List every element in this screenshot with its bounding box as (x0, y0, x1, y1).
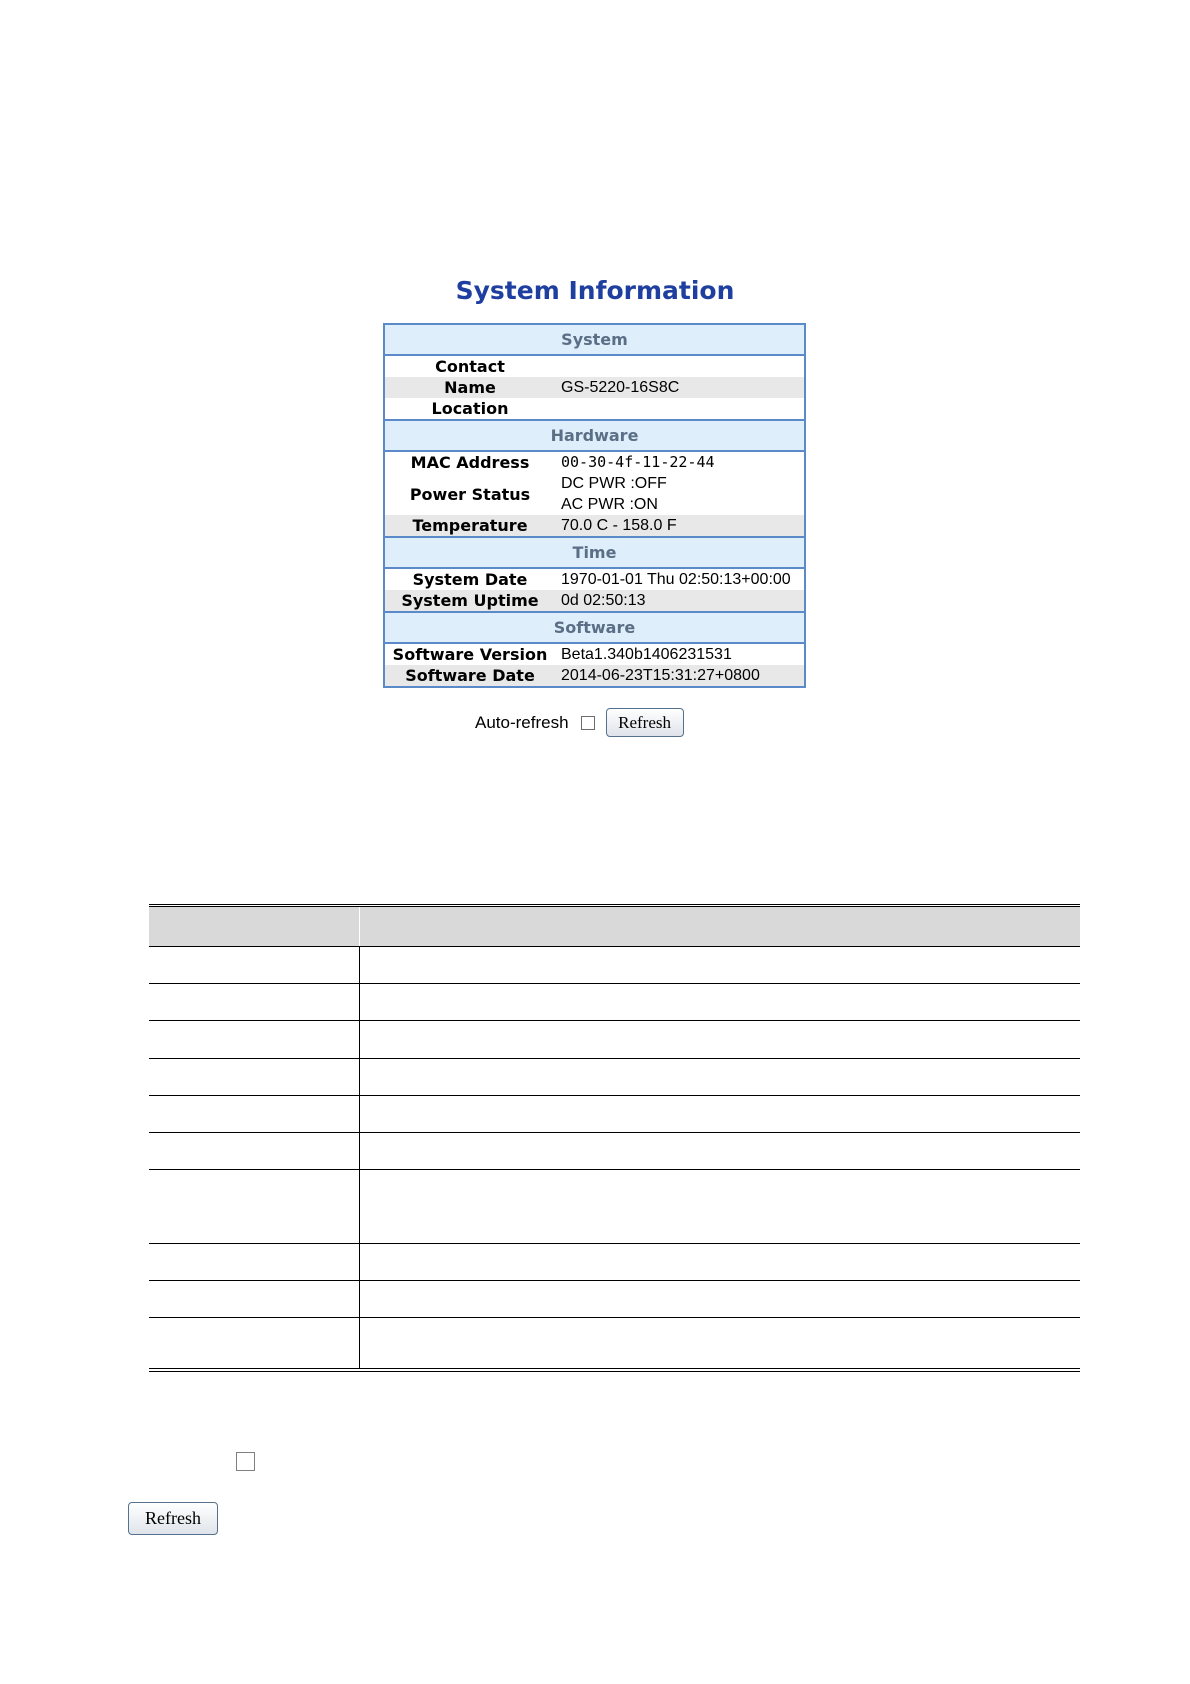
row-name (384, 377, 805, 398)
description-table (149, 904, 1080, 1372)
table-cell (360, 1133, 1080, 1169)
power-dc-value: DC PWR :OFF (561, 475, 667, 492)
row-location (384, 398, 805, 420)
table-cell (360, 1096, 1080, 1132)
table-row (149, 1021, 1080, 1059)
table-cell (149, 1096, 360, 1132)
location-label: Location (431, 399, 509, 418)
system-date-label: System Date (412, 570, 528, 589)
section-header-system (384, 324, 805, 355)
auto-refresh-checkbox-example[interactable] (236, 1452, 255, 1471)
table-cell (360, 1281, 1080, 1317)
row-software-date (384, 665, 805, 687)
table-cell (149, 1133, 360, 1169)
table-cell (149, 947, 360, 983)
auto-refresh-label: Auto-refresh (475, 712, 569, 732)
table-cell (149, 1281, 360, 1317)
software-version-value: Beta1.340b1406231531 (561, 646, 732, 663)
table-row (149, 1281, 1080, 1318)
system-uptime-label: System Uptime (384, 590, 555, 612)
table-cell (149, 1021, 360, 1058)
row-system-uptime (384, 590, 805, 612)
table-cell (149, 984, 360, 1020)
contact-value (555, 355, 805, 377)
name-label: Name (384, 377, 555, 398)
table-cell (360, 947, 1080, 983)
table-cell (360, 1170, 1080, 1243)
system-date-value: 1970-01-01 Thu 02:50:13+00:00 (561, 571, 791, 588)
table-cell (360, 1021, 1080, 1058)
table-cell (360, 984, 1080, 1020)
section-heading: Hardware (384, 420, 805, 451)
row-temperature (384, 515, 805, 537)
software-date-value: 2014-06-23T15:31:27+0800 (555, 665, 805, 687)
table-cell (149, 1244, 360, 1280)
auto-refresh-checkbox[interactable] (581, 716, 595, 730)
refresh-button-example[interactable]: Refresh (128, 1502, 218, 1535)
table-row (149, 1170, 1080, 1244)
temperature-value: 70.0 C - 158.0 F (555, 515, 805, 537)
table-row (149, 1133, 1080, 1170)
section-header-software (384, 612, 805, 643)
table-cell (360, 1059, 1080, 1095)
temperature-label: Temperature (384, 515, 555, 537)
table-header (149, 907, 1080, 947)
table-row (149, 1318, 1080, 1368)
power-status-label: Power Status (409, 484, 531, 504)
refresh-button[interactable]: Refresh (606, 708, 684, 737)
section-heading: System (384, 324, 805, 355)
auto-refresh-controls (475, 708, 684, 737)
table-row (149, 1059, 1080, 1096)
table-row (149, 1244, 1080, 1281)
name-value: GS-5220-16S8C (555, 377, 805, 398)
table-cell (149, 1170, 360, 1243)
table-row (149, 984, 1080, 1021)
table-cell (360, 1244, 1080, 1280)
section-heading: Software (384, 612, 805, 643)
row-software-version (384, 643, 805, 665)
page-title: System Information (455, 276, 735, 305)
table-row (149, 1096, 1080, 1133)
software-date-label: Software Date (384, 665, 555, 687)
table-cell (149, 1318, 360, 1368)
software-version-label: Software Version (392, 645, 548, 664)
table-row (149, 947, 1080, 984)
row-mac-address (384, 451, 805, 473)
mac-address-value: 00-30-4f-11-22-44 (561, 453, 715, 471)
contact-label: Contact (435, 357, 505, 376)
section-header-time (384, 537, 805, 568)
power-ac-value: AC PWR :ON (561, 496, 658, 513)
table-cell (149, 1059, 360, 1095)
location-value (555, 398, 805, 420)
system-information-table (383, 323, 806, 688)
system-uptime-value: 0d 02:50:13 (555, 590, 805, 612)
section-header-hardware (384, 420, 805, 451)
row-system-date (384, 568, 805, 590)
mac-address-label: MAC Address (410, 453, 530, 472)
header-cell-description (360, 907, 1080, 946)
section-heading: Time (384, 537, 805, 568)
row-contact (384, 355, 805, 377)
table-cell (360, 1318, 1080, 1368)
row-power-status (384, 473, 805, 494)
header-cell-object (149, 907, 360, 946)
